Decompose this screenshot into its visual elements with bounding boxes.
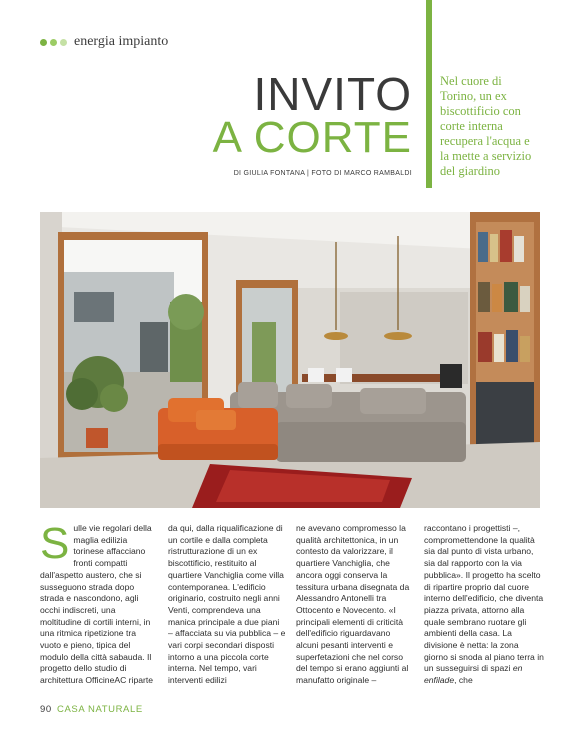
intro-text: Nel cuore di Torino, un ex biscottificio con corte interna recupera l'acqua e la mette a servizio del giardino xyxy=(440,74,532,178)
living-room-photo xyxy=(40,212,540,508)
page-footer xyxy=(40,704,143,715)
article-title-line1: INVITO xyxy=(253,68,412,120)
column-text-italic: en enfilade xyxy=(424,663,523,686)
drop-cap: S xyxy=(40,519,70,568)
section-dot xyxy=(40,39,47,46)
body-column-2 xyxy=(168,523,286,687)
section-dot xyxy=(50,39,57,46)
section-tag xyxy=(40,34,168,50)
column-text: da qui, dalla riqualificazione di un cortile e dalla completa ristrutturazione di un ex biscottificio, restituito al quartiere Vanchiglia come villa contemporanea. L'edificio originario, costruito negli anni Venti, comprendeva una manica principale a due piani – affacciata su via pubblica – e vari corpi secondari disposti intorno a una piccola corte interna. Nel tempo, vari interventi edilizi xyxy=(168,523,286,686)
body-column-1 xyxy=(40,519,158,687)
page-number: 90 xyxy=(40,704,52,715)
body-column-3 xyxy=(296,523,414,687)
section-dot xyxy=(60,39,67,46)
body-column-4 xyxy=(424,523,544,687)
column-text: , che xyxy=(454,675,473,686)
byline: DI GIULIA FONTANA | FOTO DI MARCO RAMBALDI xyxy=(233,170,412,177)
column-text: ulle vie regolari della maglia edilizia torinese affacciano fronti compatti dall'aspetto austero, che si susseguono strada dopo strada e nascondono, agli occhi indiscreti, una moltitudine di cortili interni, in una ritmica ripetizione tra vuoto e pieno, tipica del modulo della città sabauda. Il progetto dello studio di architettura OfficineAC riparte xyxy=(40,523,154,686)
article-photo xyxy=(40,212,540,508)
column-text: ne avevano compromesso la qualità architettonica, in un contesto da valorizzare, il quartiere Vanchiglia, che ancora oggi conserva la tessitura urbana disegnata da Alessandro Antonelli tra Ottocento e Novecento. «I principali elementi di criticità dell'edificio riguardavano alcuni pesanti interventi e superfetazioni che nel corso del tempo si erano aggiunti al manufatto originale – xyxy=(296,523,410,686)
magazine-name: CASA NATURALE xyxy=(57,704,143,715)
section-label: energia impianto xyxy=(74,34,169,49)
accent-bar xyxy=(426,0,432,188)
article-title-line2: A CORTE xyxy=(212,113,412,162)
column-text: raccontano i progettisti –, compromettendone la qualità sia dal punto di vista urbano, sia dal rapporto con la via pubblica». Il progetto ha scelto di ripartire proprio dal cuore interno dell'edificio, che diventa piazza privata, attorno alla quale sembrano ruotare gli ambienti della casa. La divisione è netta: la zona giorno si snoda al piano terra in un susseguirsi di spazi xyxy=(424,523,544,674)
